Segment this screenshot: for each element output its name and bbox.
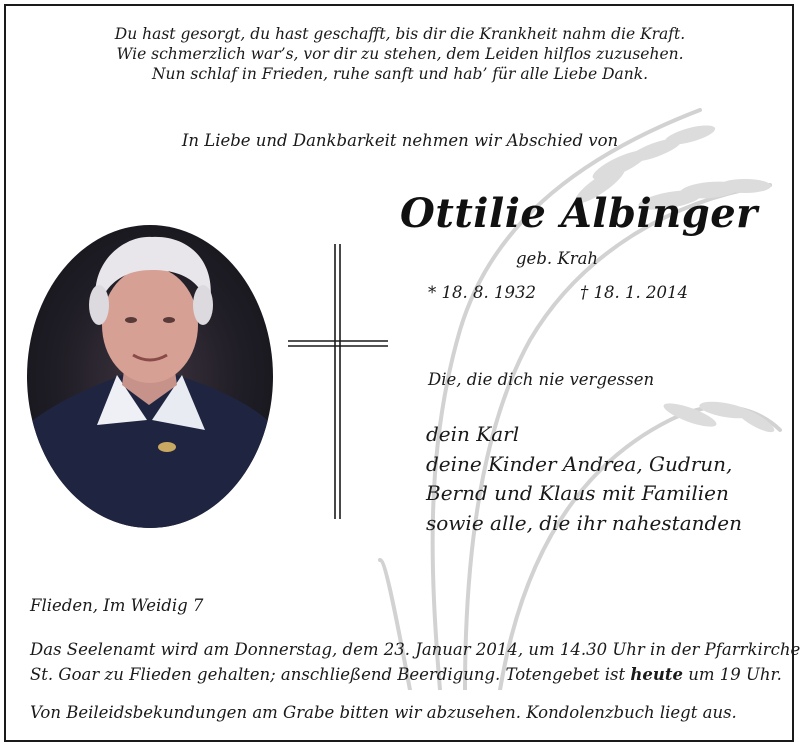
service-info (30, 637, 800, 687)
service-line (30, 662, 800, 687)
birth-date: * 18. 8. 1932 (428, 283, 536, 302)
mourners-list (426, 420, 742, 538)
wheat-decoration (370, 90, 790, 690)
service-text: St. Goar zu Flieden gehalten; anschließend Beerdigung. Totengebet ist (30, 665, 631, 684)
service-text: um 19 Uhr. (682, 665, 782, 684)
mourners-intro: Die, die dich nie vergessen (428, 370, 655, 389)
poem (0, 24, 800, 84)
deceased-name: Ottilie Albinger (400, 190, 758, 237)
mourner-line: dein Karl (426, 422, 520, 446)
poem-line: Du hast gesorgt, du hast geschafft, bis dir die Krankheit nahm die Kraft. (114, 25, 686, 43)
mourner-line: Bernd und Klaus mit Familien (426, 481, 729, 505)
cross-icon (284, 244, 394, 524)
poem-line: Wie schmerzlich war’s, vor dir zu stehen, dem Leiden hilflos zuzusehen. (116, 45, 684, 63)
service-line: Das Seelenamt wird am Donnerstag, dem 23. Januar 2014, um 14.30 Uhr in der Pfarrkirche (30, 640, 800, 659)
poem-line: Nun schlaf in Frieden, ruhe sanft und hab’ für alle Liebe Dank. (151, 65, 649, 83)
mourner-line: sowie alle, die ihr nahestanden (426, 510, 743, 535)
mourner-line: deine Kinder Andrea, Gudrun, (426, 451, 733, 476)
address: Flieden, Im Weidig 7 (30, 596, 204, 615)
birth-name: geb. Krah (516, 249, 599, 268)
closing-note: Von Beileidsbekundungen am Grabe bitten wir abzusehen. Kondolenzbuch liegt aus. (30, 703, 737, 722)
portrait-photo (27, 225, 273, 528)
service-emphasis: heute (630, 665, 683, 684)
death-date: † 18. 1. 2014 (580, 283, 688, 302)
farewell-intro: In Liebe und Dankbarkeit nehmen wir Abschied von (181, 131, 619, 150)
